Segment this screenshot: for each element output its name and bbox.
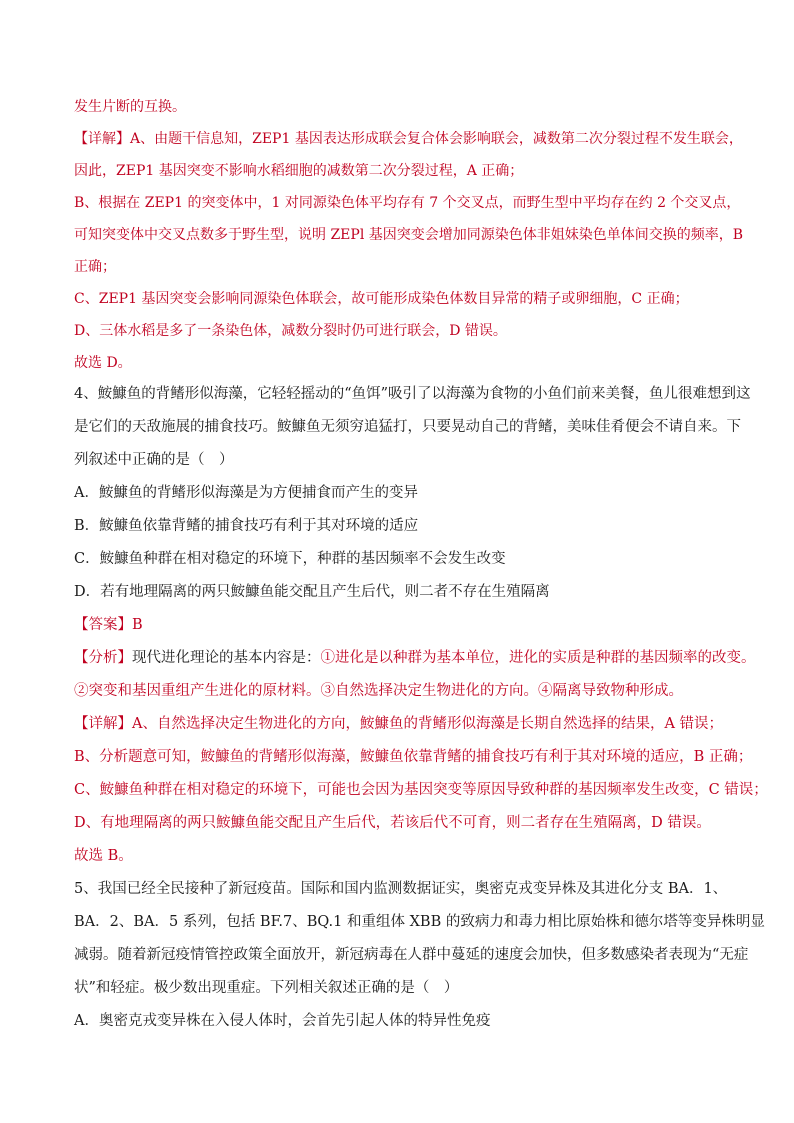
detail-tag: 【详解】 xyxy=(74,131,130,147)
prev-detail-line-1: 因此，ZEP1 基因突变不影响水稻细胞的减数第二次分裂过程，A 正确； xyxy=(74,163,524,179)
q4-option-d: D．若有地理隔离的两只鮟鱇鱼能交配且产生后代，则二者不存在生殖隔离 xyxy=(74,584,550,600)
prev-choose: 故选 D。 xyxy=(74,355,132,371)
prev-detail-line-2: B、根据在 ZEP1 的突变体中，1 对同源染色体平均存有 7 个交叉点，而野生型中平均存在约 2 个交叉点， xyxy=(74,195,741,211)
analysis-lead: 现代进化理论的基本内容是： xyxy=(132,650,321,666)
q4-detail-line-2: C、鮟鱇鱼种群在相对稳定的环境下，可能也会因为基因突变等原因导致种群的基因频率发生改变，C 错误； xyxy=(74,782,768,798)
q4-answer xyxy=(74,609,734,642)
answer-value: B xyxy=(132,617,143,633)
q5-option-a: A．奥密克戎变异株在入侵人体时，会首先引起人体的特异性免疫 xyxy=(74,1013,491,1029)
q4-stem-line-0: 4、鮟鱇鱼的背鳍形似海藻，它轻轻摇动的“鱼饵”吸引了以海藻为食物的小鱼们前来美餐，鱼儿很难想到这 xyxy=(74,386,751,402)
q4-choose: 故选 B。 xyxy=(74,848,133,864)
q4-detail-line-3: D、有地理隔离的两只鮟鱇鱼能交配且产生后代，若该后代不可育，则二者存在生殖隔离，D 错误。 xyxy=(74,815,711,831)
q5-stem-line-0: 5、我国已经全民接种了新冠疫苗。国际和国内监测数据证实，奥密克戎变异株及其进化分支 BA．1、 xyxy=(74,881,728,897)
prev-detail-line-4: 正确； xyxy=(74,259,116,275)
q4-analysis-line-1: 【分析】现代进化理论的基本内容是：①进化是以种群为基本单位，进化的实质是种群的基因频率的改变。 xyxy=(74,650,756,666)
prev-detail-line-6: D、三体水稻是多了一条染色体，减数分裂时仍可进行联会，D 错误。 xyxy=(74,323,507,339)
q4-option-b: B．鮟鱇鱼依靠背鳍的捕食技巧有利于其对环境的适应 xyxy=(74,518,419,534)
q4-stem-line-2: 列叙述中正确的是（ ） xyxy=(74,452,234,468)
q4-detail-line-1: B、分析题意可知，鮟鱇鱼的背鳍形似海藻，鮟鱇鱼依靠背鳍的捕食技巧有利于其对环境的适应，B 正确； xyxy=(74,749,753,765)
prev-detail-line-5: C、ZEP1 基因突变会影响同源染色体联会，故可能形成染色体数目异常的精子或卵细胞，C 正确； xyxy=(74,291,689,307)
document-page xyxy=(74,96,768,1038)
prev-tail-text: 发生片断的互换。 xyxy=(74,99,186,115)
q4-option-a: A．鮟鱇鱼的背鳍形似海藻是为方便捕食而产生的变异 xyxy=(74,485,418,501)
q4-option-c: C．鮟鱇鱼种群在相对稳定的环境下，种群的基因频率不会发生改变 xyxy=(74,551,506,567)
answer-tag: 【答案】 xyxy=(74,617,132,633)
prev-detail-line-0: 【详解】A、由题干信息知，ZEP1 基因表达形成联会复合体会影响联会，减数第二次分裂过程不发生联会， xyxy=(74,131,743,147)
q5-stem-line-2: 减弱。随着新冠疫情管控政策全面放开，新冠病毒在人群中蔓延的速度会加快，但多数感染者表现为“无症 xyxy=(74,947,749,963)
prev-detail-line-3: 可知突变体中交叉点数多于野生型，说明 ZEPl 基因突变会增加同源染色体非姐妹染色单体间交换的频率，B xyxy=(74,227,744,243)
analysis-tag: 【分析】 xyxy=(74,650,132,666)
detail-tag: 【详解】 xyxy=(74,716,132,732)
q5-stem-line-3: 状”和轻症。极少数出现重症。下列相关叙述正确的是（ ） xyxy=(74,980,459,996)
q4-analysis-line-2: ②突变和基因重组产生进化的原材料。③自然选择决定生物进化的方向。④隔离导致物种形成。 xyxy=(74,683,683,699)
q4-stem-line-1: 是它们的天敌施展的捕食技巧。鮟鱇鱼无须穷追猛打，只要晃动自己的背鳍，美味佳肴便会不请自来。下 xyxy=(74,419,741,435)
q4-detail-line-0: 【详解】A、自然选择决定生物进化的方向，鮟鱇鱼的背鳍形似海藻是长期自然选择的结果，A 错误； xyxy=(74,716,724,732)
q5-stem-line-1: BA．2、BA．5 系列，包括 BF.7、BQ.1 和重组体 XBB 的致病力和毒力相比原始株和德尔塔等变异株明显 xyxy=(74,914,765,930)
